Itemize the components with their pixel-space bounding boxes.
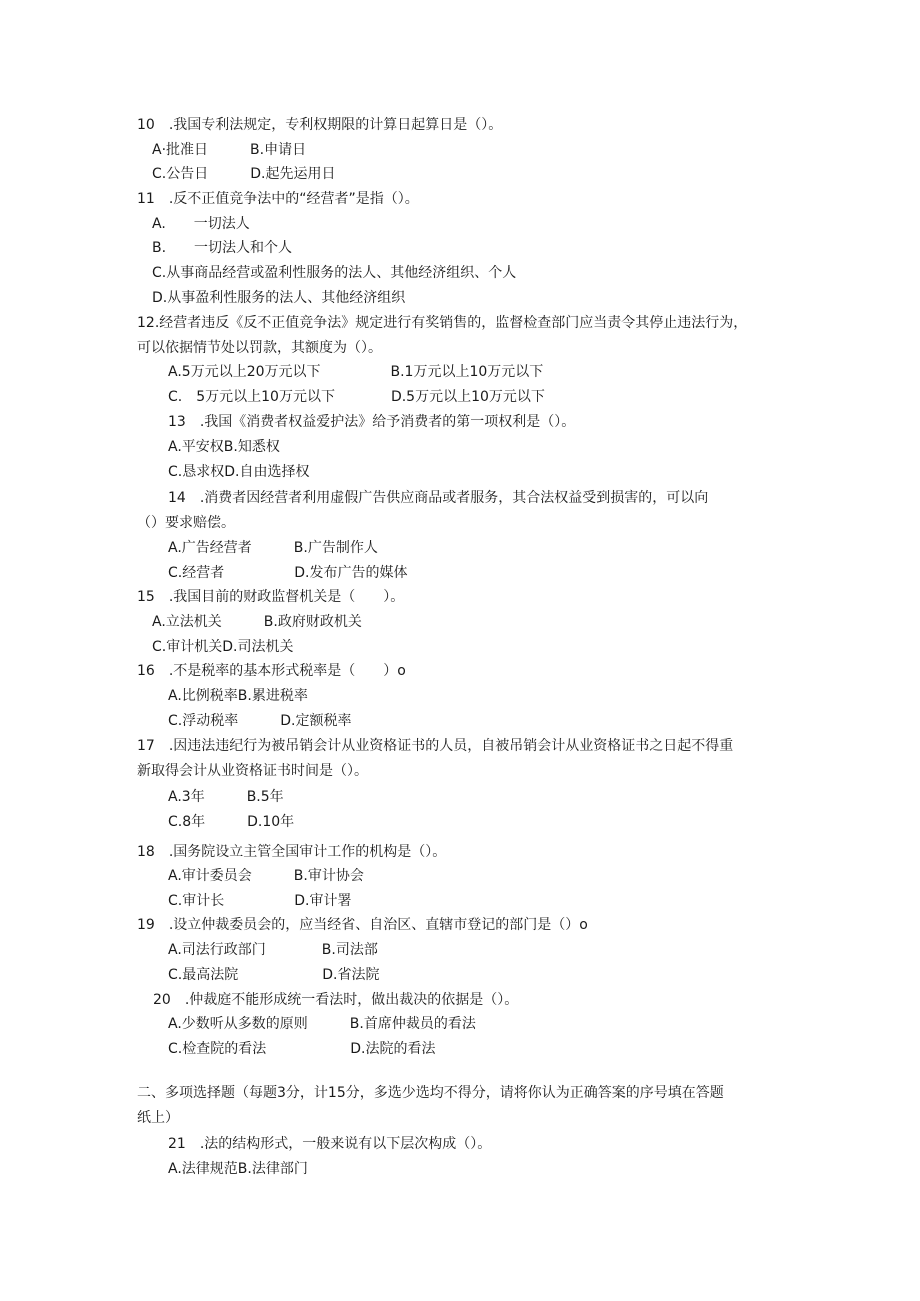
option-line: C.检查院的看法 D.法院的看法 [168, 1041, 436, 1057]
option-line: C.8年 D.10年 [168, 814, 295, 830]
option-line: C.审计长 D.审计署 [168, 893, 352, 909]
option-line: C.最高法院 D.省法院 [168, 967, 380, 983]
option-line: C. 5万元以上10万元以下 D.5万元以上10万元以下 [168, 389, 545, 405]
option-line: A.少数听从多数的原则 B.首席仲裁员的看法 [168, 1016, 476, 1032]
option-line: A.审计委员会 B.审计协会 [168, 868, 364, 884]
question-20: 20 .仲裁庭不能形成统一看法时，做出裁决的依据是（）。 [153, 992, 519, 1008]
option-line: C.公告日 D.起先运用日 [152, 166, 336, 182]
option-line: C.浮动税率 D.定额税率 [168, 713, 352, 729]
option-line: C.审计机关D.司法机关 [152, 639, 294, 655]
question-13: 13 .我国《消费者权益爱护法》给予消费者的第一项权利是（）。 [168, 414, 576, 430]
option-line: A·批准日 B.申请日 [152, 142, 307, 158]
section-heading-continued: 纸上） [137, 1110, 179, 1126]
question-12-continued: 可以依据情节处以罚款，其额度为（）。 [137, 340, 382, 356]
question-11: 11 .反不正值竞争法中的“经营者”是指（）。 [137, 191, 419, 207]
option-line: A. 一切法人 [152, 216, 250, 232]
question-15: 15 .我国目前的财政监督机关是（ ）。 [137, 589, 405, 605]
option-line: A.3年 B.5年 [168, 789, 284, 805]
question-16: 16 .不是税率的基本形式税率是（ ）o [137, 663, 406, 679]
option-line: A.5万元以上20万元以下 B.1万元以上10万元以下 [168, 364, 544, 380]
question-17-continued: 新取得会计从业资格证书时间是（）。 [137, 763, 368, 779]
option-line: C.经营者 D.发布广告的媒体 [168, 565, 408, 581]
question-18: 18 .国务院设立主管全国审计工作的机构是（）。 [137, 844, 447, 860]
question-19: 19 .设立仲裁委员会的，应当经省、自治区、直辖市登记的部门是（）o [137, 917, 588, 933]
question-14-continued: （）要求赔偿。 [137, 515, 235, 531]
section-heading: 二、多项选择题（每题3分，计15分，多选少选均不得分，请将你认为正确答案的序号填在答题 [137, 1085, 724, 1101]
option-line: D.从事盈利性服务的法人、其他经济组织 [152, 290, 406, 306]
question-10: 10 .我国专利法规定，专利权期限的计算日起算日是（）。 [137, 117, 503, 133]
option-line: C.恳求权D.自由选择权 [168, 464, 310, 480]
option-line: A.平安权B.知悉权 [168, 439, 280, 455]
option-line: A.法律规范B.法律部门 [168, 1161, 308, 1177]
option-line: A.司法行政部门 B.司法部 [168, 942, 378, 958]
option-line: A.立法机关 B.政府财政机关 [152, 614, 362, 630]
option-line: B. 一切法人和个人 [152, 240, 293, 256]
question-21: 21 .法的结构形式，一般来说有以下层次构成（）。 [168, 1136, 492, 1152]
question-14: 14 .消费者因经营者利用虚假广告供应商品或者服务，其合法权益受到损害的，可以向 [168, 490, 709, 506]
option-line: A.广告经营者 B.广告制作人 [168, 540, 378, 556]
question-17: 17 .因违法违纪行为被吊销会计从业资格证书的人员，自被吊销会计从业资格证书之日起不得重 [137, 738, 734, 754]
option-line: C.从事商品经营或盈利性服务的法人、其他经济组织、个人 [152, 265, 517, 281]
question-12: 12.经营者违反《反不正值竞争法》规定进行有奖销售的，监督检查部门应当责令其停止违法行为， [137, 315, 748, 331]
option-line: A.比例税率B.累进税率 [168, 688, 308, 704]
